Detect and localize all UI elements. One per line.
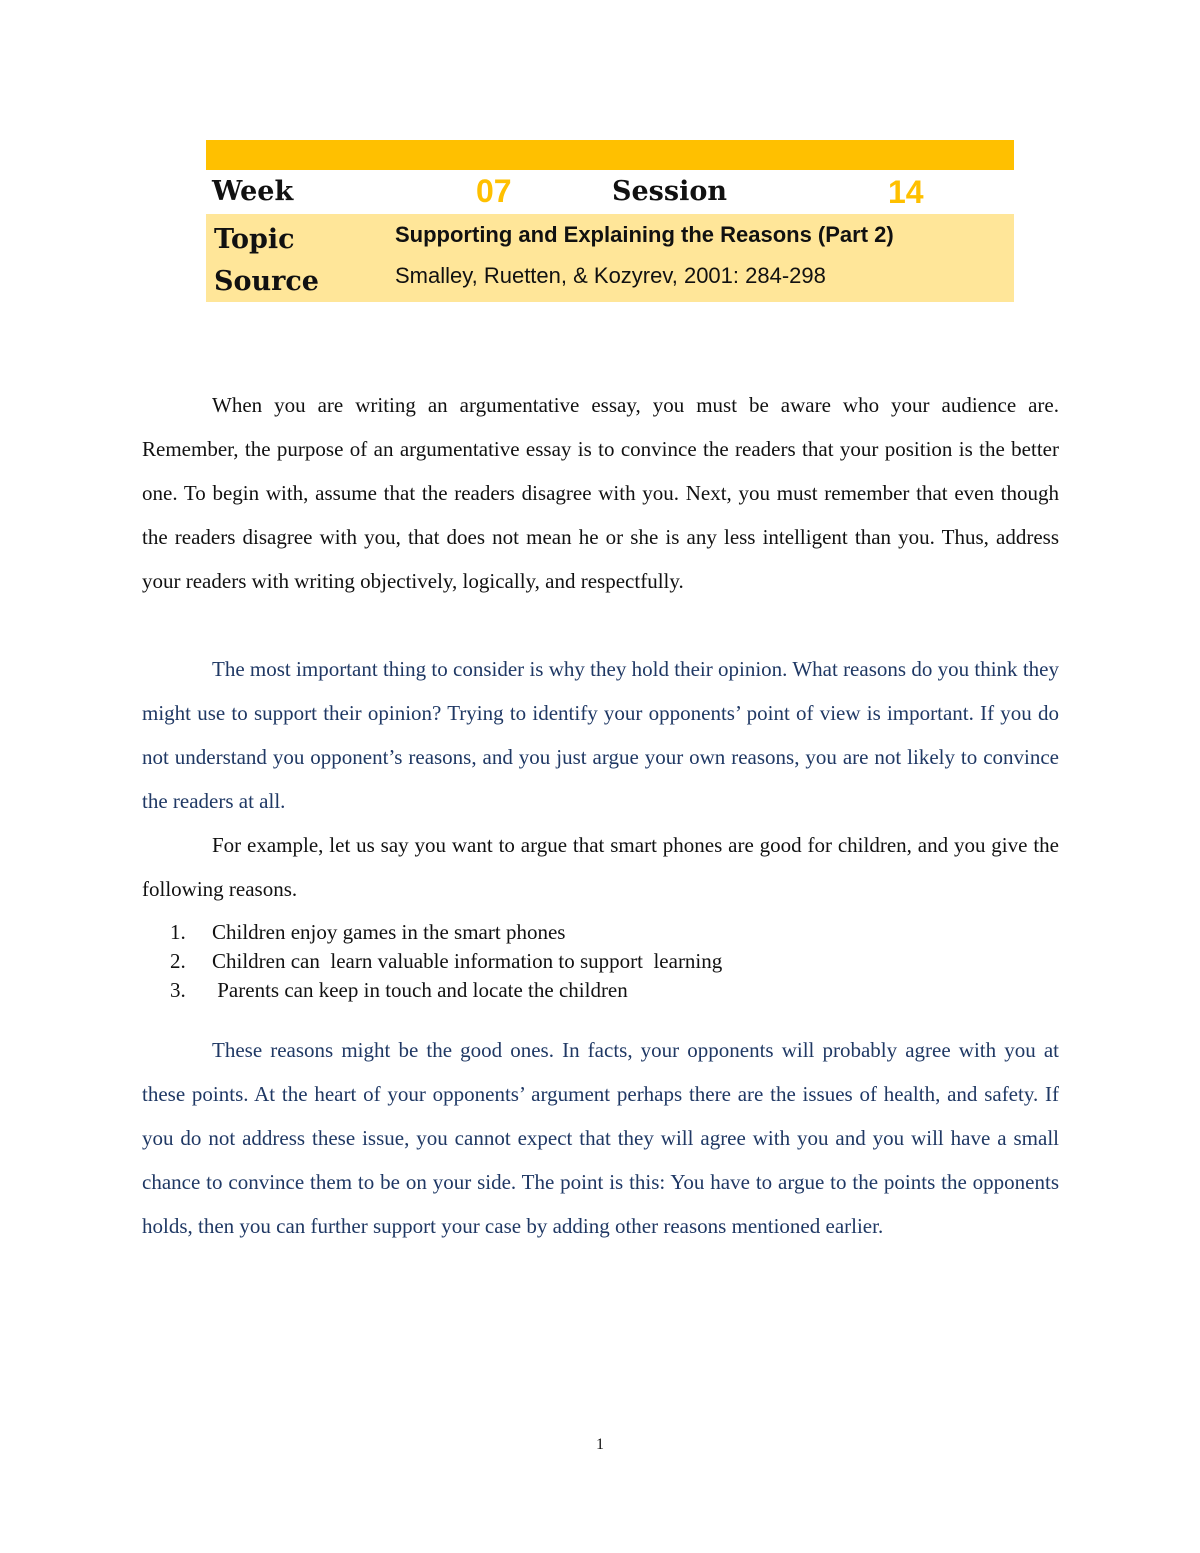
session-label: Session — [612, 176, 727, 207]
source-label: Source — [214, 266, 319, 297]
topic-value: Supporting and Explaining the Reasons (Part 2) — [395, 222, 894, 247]
paragraph-4-block — [142, 1028, 1059, 1248]
paragraph-4: These reasons might be the good ones. In facts, your opponents will probably agree with you at these points. At the heart of your opponents’ argument perhaps there are the issues of health, and safety. If you do not address these issue, you cannot expect that they will agree with you and you will have a small chance to convince them to be on your side. The point is this: You have to argue to the points the opponents holds, then you can further support your case by adding other reasons mentioned earlier. — [142, 1038, 1059, 1238]
paragraph-3-block — [142, 823, 1059, 911]
list-item-text: Children can learn valuable information to support learning — [212, 949, 723, 973]
header-topic-band — [206, 214, 1014, 302]
list-item-number: 3. — [170, 978, 186, 1002]
list-item — [170, 976, 722, 1005]
session-number: 14 — [888, 174, 924, 210]
reasons-list — [170, 918, 722, 1005]
paragraph-3: For example, let us say you want to argue that smart phones are good for children, and you give the following reasons. — [142, 833, 1059, 901]
source-value: Smalley, Ruetten, & Kozyrev, 2001: 284-298 — [395, 263, 826, 288]
list-item-text: Parents can keep in touch and locate the children — [212, 978, 628, 1002]
page-number: 1 — [596, 1436, 604, 1453]
paragraph-1-block — [142, 383, 1059, 603]
paragraph-2: The most important thing to consider is why they hold their opinion. What reasons do you think they might use to support their opinion? Trying to identify your opponents’ point of view is important. If you do not understand you opponent’s reasons, and you just argue your own reasons, you are not likely to convince the readers at all. — [142, 657, 1059, 813]
topic-label: Topic — [214, 224, 295, 255]
list-item — [170, 918, 722, 947]
week-number: 07 — [476, 173, 512, 209]
header-color-bar — [206, 140, 1014, 170]
paragraph-2-block — [142, 647, 1059, 823]
list-item-number: 1. — [170, 920, 186, 944]
list-item — [170, 947, 722, 976]
week-label: Week — [212, 176, 294, 207]
paragraph-1: When you are writing an argumentative essay, you must be aware who your audience are. Remember, the purpose of an argumentative essay is to convince the readers that your position is the better one. To begin with, assume that the readers disagree with you. Next, you must remember that even though the readers disagree with you, that does not mean he or she is any less intelligent than you. Thus, address your readers with writing objectively, logically, and respectfully. — [142, 393, 1059, 593]
list-item-text: Children enjoy games in the smart phones — [212, 920, 566, 944]
list-item-number: 2. — [170, 949, 186, 973]
header-week-row — [206, 170, 1014, 214]
